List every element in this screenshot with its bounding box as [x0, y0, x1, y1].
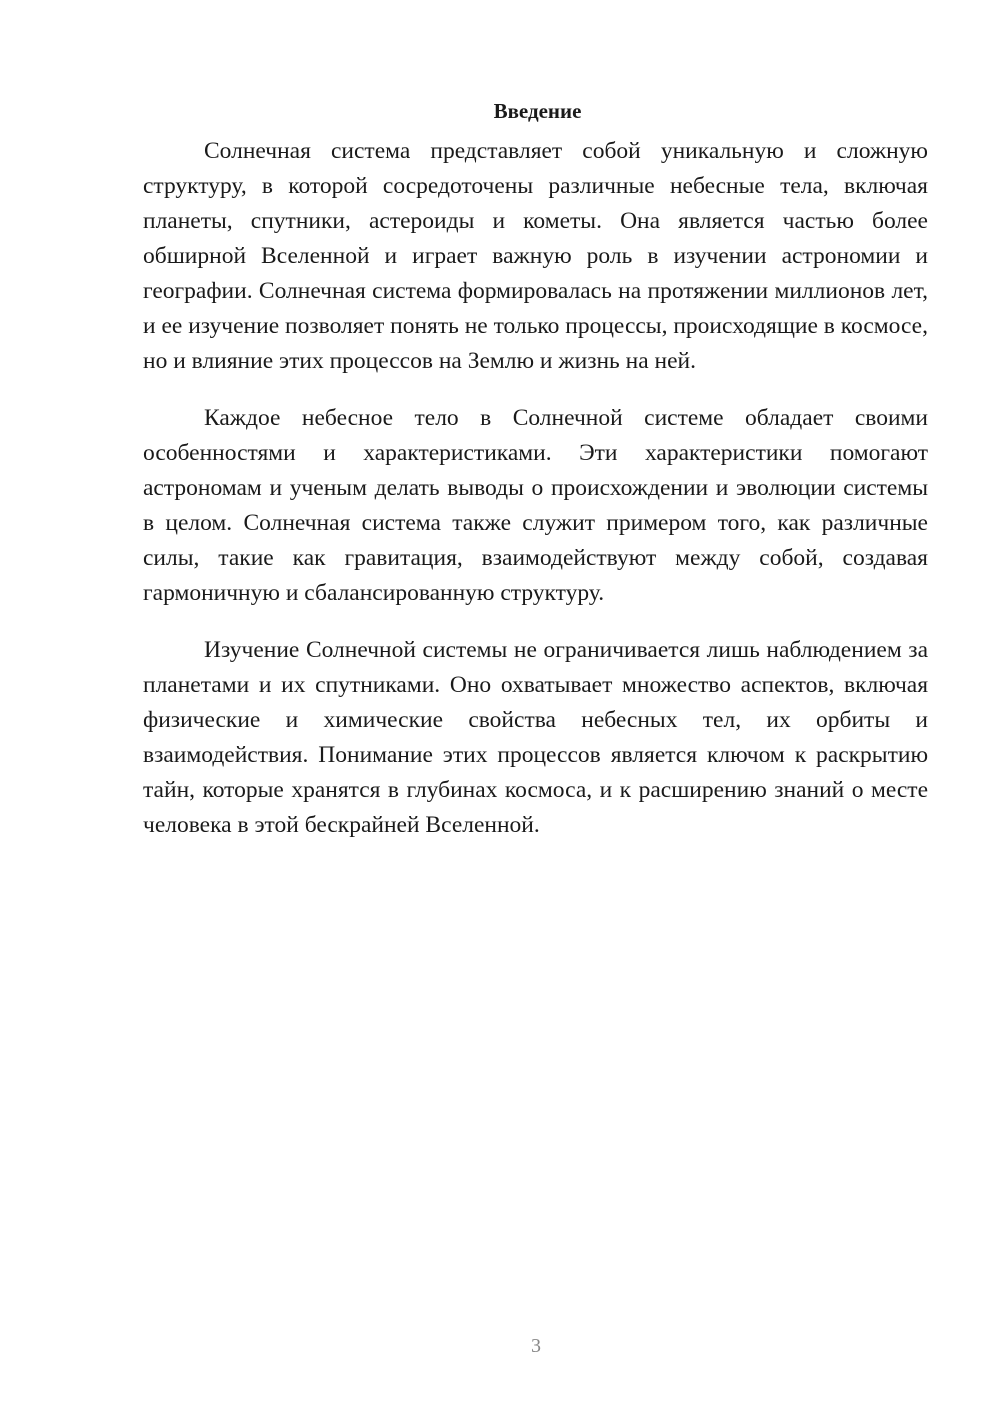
paragraph-1: Солнечная система представляет собой уникальную и сложную структуру, в которой сосредоточены различные небесные тела, включая планеты, спутники, астероиды и кометы. Она является частью более обширной Вселенной и играет важную роль в изучении астрономии и географии. Солнечная система формировалась на протяжении миллионов лет, и ее изучение позволяет понять не только процессы, происходящие в космосе, но и влияние этих процессов на Землю и жизнь на ней.	[143, 138, 928, 374]
paragraph-3: Изучение Солнечной системы не ограничивается лишь наблюдением за планетами и их спутниками. Оно охватывает множество аспектов, включая физические и химические свойства небесных тел, их орбиты и взаимодействия. Понимание этих процессов является ключом к раскрытию тайн, которые хранятся в глубинах космоса, и к расширению знаний о месте человека в этой бескрайней Вселенной.	[143, 637, 928, 838]
section-title: Введение	[493, 99, 582, 123]
document-body	[143, 94, 928, 865]
page-number: 3	[531, 1335, 541, 1357]
paragraph-2: Каждое небесное тело в Солнечной системе обладает своими особенностями и характеристиками. Эти характеристики помогают астрономам и ученым делать выводы о происхождении и эволюции системы в целом. Солнечная система также служит примером того, как различные силы, такие как гравитация, взаимодействуют между собой, создавая гармоничную и сбалансированную структуру.	[143, 405, 928, 606]
